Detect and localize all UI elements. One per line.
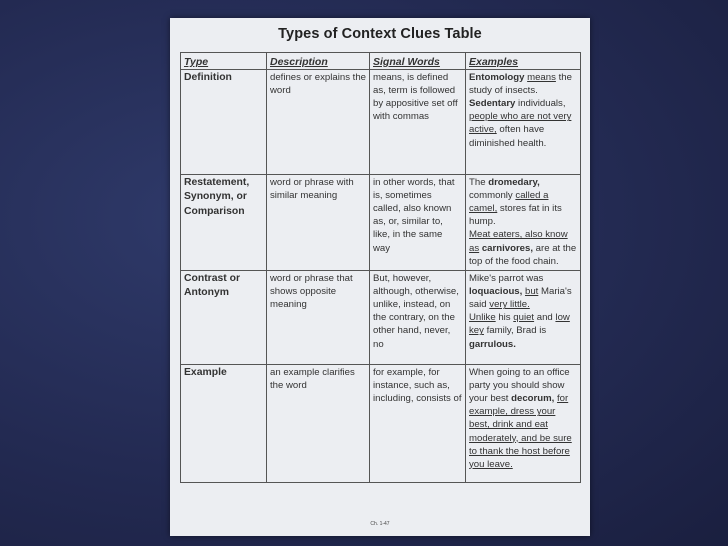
- example-text: When going to an office party you should show your best: [469, 367, 570, 405]
- type-cell: Example: [181, 365, 267, 483]
- description-cell: word or phrase that shows opposite meaning: [267, 271, 370, 365]
- type-cell: Restatement, Synonym, or Comparison: [181, 175, 267, 271]
- type-cell: Definition: [181, 70, 267, 175]
- example-text: Unlike: [469, 312, 496, 324]
- example-text: and: [534, 312, 556, 324]
- example-text: his: [495, 312, 514, 324]
- example-text: Sedentary: [469, 98, 516, 110]
- example-text: loquacious,: [469, 286, 523, 298]
- examples-cell: [466, 70, 581, 175]
- example-text: often have diminished health.: [469, 124, 547, 149]
- examples-cell: [466, 365, 581, 483]
- example-text: low key: [469, 312, 570, 337]
- table-row: [181, 70, 581, 175]
- example-text: the study of insects.: [469, 72, 572, 97]
- example-text: called a camel,: [469, 190, 549, 215]
- table-row: [181, 175, 581, 271]
- document-title: Types of Context Clues Table: [278, 26, 482, 42]
- example-text: quiet: [513, 312, 535, 324]
- signal-words-cell: But, however, although, otherwise, unlike, instead, on the contrary, on the other hand, never, no: [370, 271, 466, 365]
- description-cell: defines or explains the word: [267, 70, 370, 175]
- description-cell: an example clarifies the word: [267, 365, 370, 483]
- example-text: Mike's parrot was: [469, 273, 544, 285]
- example-text: for example, dress your best, drink and eat moderately, and be sure to thank the host before you leave.: [469, 393, 572, 470]
- example-text: are at the top of the food chain.: [469, 242, 577, 267]
- example-text: Maria's said: [469, 286, 572, 311]
- type-cell: Contrast or Antonym: [181, 271, 267, 365]
- header-description: Description: [267, 53, 370, 70]
- example-text: garrulous.: [469, 338, 516, 350]
- example-text: carnivores,: [481, 242, 534, 254]
- example-text: stores fat in its hump.: [469, 203, 562, 228]
- header-examples: Examples: [466, 53, 581, 70]
- header-signal-words: Signal Words: [370, 53, 466, 70]
- example-text: The: [469, 177, 489, 189]
- example-text: decorum,: [511, 393, 555, 405]
- signal-words-cell: means, is defined as, term is followed by appositive set off with commas: [370, 70, 466, 175]
- examples-cell: [466, 271, 581, 365]
- context-clues-table: [180, 52, 581, 483]
- example-text: but: [524, 286, 539, 298]
- example-text: means: [527, 72, 556, 84]
- table-header-row: [181, 53, 581, 70]
- example-text: Meat eaters, also know as: [469, 229, 568, 254]
- example-text: commonly: [469, 190, 516, 202]
- example-text: people who are not very active,: [469, 111, 572, 136]
- description-cell: word or phrase with similar meaning: [267, 175, 370, 271]
- example-text: individuals,: [515, 98, 566, 110]
- document-page: [170, 18, 590, 536]
- examples-cell: [466, 175, 581, 271]
- signal-words-cell: in other words, that is, sometimes called, also known as, or, similar to, like, in the same way: [370, 175, 466, 271]
- example-text: very little.: [489, 299, 530, 311]
- example-text: dromedary,: [488, 177, 540, 189]
- table-row: [181, 365, 581, 483]
- table-row: [181, 271, 581, 365]
- signal-words-cell: for example, for instance, such as, including, consists of: [370, 365, 466, 483]
- page-number: Ch. 1-47: [370, 521, 390, 527]
- header-type: Type: [181, 53, 267, 70]
- example-text: family, Brad is: [483, 325, 547, 337]
- example-text: Entomology: [469, 72, 525, 84]
